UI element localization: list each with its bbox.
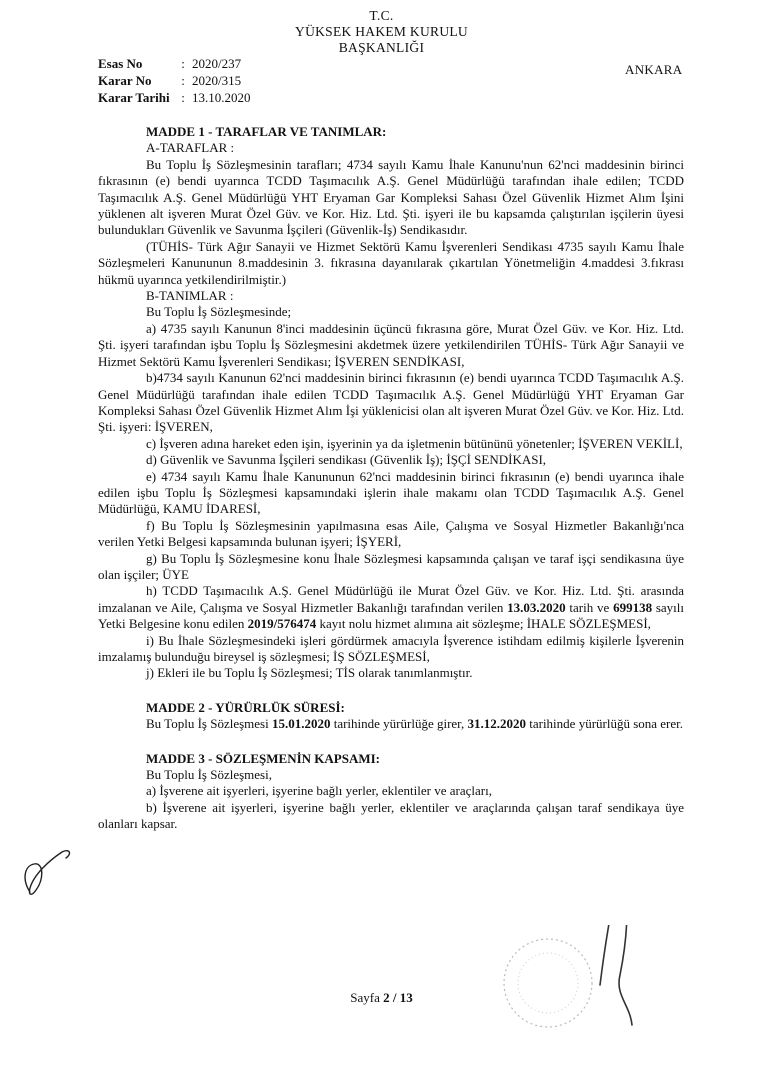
tarih-row <box>98 89 251 106</box>
karar-colon: : <box>181 73 185 88</box>
madde2-paragraph <box>98 716 684 732</box>
esas-value: 2020/237 <box>192 56 242 71</box>
tanim-h-text-4: kayıt nolu hizmet alımına ait sözleşme; İHALE SÖZLEŞMESİ, <box>316 616 651 632</box>
section-spacer <box>98 733 684 751</box>
header-institution: YÜKSEK HAKEM KURULU <box>295 24 468 39</box>
tanim-g: g) Bu Toplu İş Sözleşmesine konu İhale Sözleşmesi kapsamında çalışan ve taraf işçi sendikasına üye olan işçiler; ÜYE <box>98 550 684 582</box>
tarih-label: Karar Tarihi <box>98 90 170 105</box>
tanim-d: d) Güvenlik ve Savunma İşçileri sendikası (Güvenlik İş); İŞÇİ SENDİKASI, <box>146 452 547 468</box>
header-tc: T.C. <box>369 8 394 23</box>
tanimlar-intro: Bu Toplu İş Sözleşmesinde; <box>146 304 292 320</box>
start-date: 15.01.2020 <box>271 716 331 732</box>
kayit-number: 2019/576474 <box>247 616 317 632</box>
madde3-intro: Bu Toplu İş Sözleşmesi, <box>146 767 272 783</box>
karar-label: Karar No <box>98 73 152 88</box>
case-metadata <box>98 55 251 106</box>
tanim-b: b)4734 sayılı Kanunun 62'nci maddesinin birinci fıkrasının (e) bendi uyarınca TCDD Taşımacılık A.Ş. Genel Müdürlüğü tarafından ihale edilen TCDD Taşımacılık A.Ş. Genel Müdürlüğü YHT Eryaman Gar Kompleksi Sahası Özel Güvenlik Hizmet Alım İşi yüklenicisi olan alt işveren Murat Özel Güv. ve Kor. Hiz. Ltd. Şti. işyeri: İŞVEREN, <box>98 370 684 435</box>
esas-row <box>98 55 251 72</box>
tanim-h <box>98 583 684 632</box>
section-spacer <box>98 682 684 700</box>
tanim-a: a) 4735 sayılı Kanunun 8'inci maddesinin üçüncü fıkrasına göre, Murat Özel Güv. ve Kor. Hiz. Ltd. Şti. işyeri tarafından işbu Toplu İş Sözleşmesini akdetmek üzere yetkilendirilen TÜHİS- Türk Ağır Sanayii ve Hizmet Sektörü Kamu İşverenleri Sendikası; İŞVEREN SENDİKASI, <box>98 320 684 369</box>
tarih-value: 13.10.2020 <box>192 90 251 105</box>
kapsam-a: a) İşverene ait işyerleri, işyerine bağlı yerler, eklentiler ve araçları, <box>146 783 492 799</box>
tanim-f: f) Bu Toplu İş Sözleşmesinin yapılmasına esas Aile, Çalışma ve Sosyal Hizmetler Bakanlığı'nca verilen Yetki Belgesi kapsamında bulunan işyeri; İŞYERİ, <box>98 517 684 550</box>
tanim-h-text-1: h) TCDD Taşımacılık A.Ş. Genel Müdürlüğü ile Murat Özel Güv. ve Kor. Hiz. Ltd. Şti. arasında imzalanan ve Aile, Çalışma ve Sosyal Hizmetler Bakanlığı tarafından verilen <box>98 583 684 615</box>
tarih-colon: : <box>181 90 185 105</box>
madde2-heading: MADDE 2 - YÜRÜRLÜK SÜRESİ: <box>146 699 345 715</box>
tanim-h-text-3: sayılı Yetki Belgesine konu edilen <box>98 599 684 632</box>
yetki-date: 13.03.2020 <box>507 599 566 615</box>
city-label: ANKARA <box>625 62 683 77</box>
official-stamp-mark <box>470 925 650 1045</box>
madde1-heading: MADDE 1 - TARAFLAR VE TANIMLAR: <box>146 124 387 139</box>
document-header <box>0 8 763 56</box>
end-date: 31.12.2020 <box>467 716 526 732</box>
karar-row <box>98 72 251 89</box>
taraflar-paragraph-1: Bu Toplu İş Sözleşmesinin tarafları; 4734 sayılı Kamu İhale Kanunu'nun 62'nci maddesinin birinci fıkrasının (e) bendi uyarınca TCDD Taşımacılık A.Ş. Genel Müdürlüğü tarafından ihale edilen; TCDD Taşımacılık A.Ş. Genel Müdürlüğü YHT Eryaman Gar Kompleksi Sahası Özel Güvenlik Hizmet Alım İşini yüklenen alt işveren Murat Özel Güv. ve Kor. Hiz. Ltd. Şti. işyeri ile bu kapsamda çalıştırılan işçilerin üyesi bulundukları Güvenlik ve Savunma İşçileri (Güvenlik-İş) Sendikasıdır. <box>98 156 684 238</box>
kapsam-b: b) İşverene ait işyerleri, işyerine bağlı yerler, eklentiler ve araçlarında çalışan taraf sendikaya üye olanları kapsar. <box>98 799 684 832</box>
madde2-text-3: tarihinde yürürlüğü sona erer. <box>525 716 684 732</box>
madde2-text-2: tarihinde yürürlüğe girer, <box>330 716 468 732</box>
tanim-h-text-2: tarih ve <box>565 599 614 615</box>
page-prefix: Sayfa <box>350 990 384 1005</box>
tanim-i: i) Bu İhale Sözleşmesindeki işleri gördürmek amacıyla İşverence istihdam edilmiş kişilerle İşverenin imzalamış bulunduğu bireysel iş sözleşmesi; İŞ SÖZLEŞMESİ, <box>98 632 684 664</box>
handwritten-initial <box>0 830 90 910</box>
tanim-c: c) İşveren adına hareket eden işin, işyerinin ya da işletmenin bütününü yönetenler; İŞVEREN VEKİLİ, <box>146 435 683 451</box>
tanimlar-subheading: B-TANIMLAR : <box>146 288 234 304</box>
taraflar-subheading: A-TARAFLAR : <box>146 140 235 156</box>
esas-colon: : <box>181 56 185 71</box>
tanim-j: j) Ekleri ile bu Toplu İş Sözleşmesi; TİS olarak tanımlanmıştır. <box>146 665 473 681</box>
tanim-e: e) 4734 sayılı Kamu İhale Kanununun 62'nci maddesinin birinci fıkrasının (e) bendi uyarınca ihale edilen işbu Toplu İş Sözleşmesi kapsamındaki işlerin ihale makamı olan TCDD Taşımacılık A.Ş. Genel Müdürlüğü, KAMU İDARESİ, <box>98 468 684 517</box>
page-count: 2 / 13 <box>383 990 413 1005</box>
document-body <box>98 124 684 833</box>
esas-label: Esas No <box>98 56 143 71</box>
karar-value: 2020/315 <box>192 73 242 88</box>
header-department: BAŞKANLIĞI <box>338 40 425 55</box>
taraflar-paragraph-2: (TÜHİS- Türk Ağır Sanayii ve Hizmet Sektörü Kamu İşverenleri Sendikası 4735 sayılı Kamu İhale Sözleşmeleri Kanununun 8.maddesinin 3. fıkrasına dayanılarak çıkartılan Yönetmeliğin 4.maddesi 3.fıkrası hükmü uyarınca yetkilendirilmiştir.) <box>98 238 684 287</box>
madde3-heading: MADDE 3 - SÖZLEŞMENİN KAPSAMI: <box>146 750 381 766</box>
yetki-number: 699138 <box>613 599 653 615</box>
madde2-text-1: Bu Toplu İş Sözleşmesi <box>146 716 272 732</box>
